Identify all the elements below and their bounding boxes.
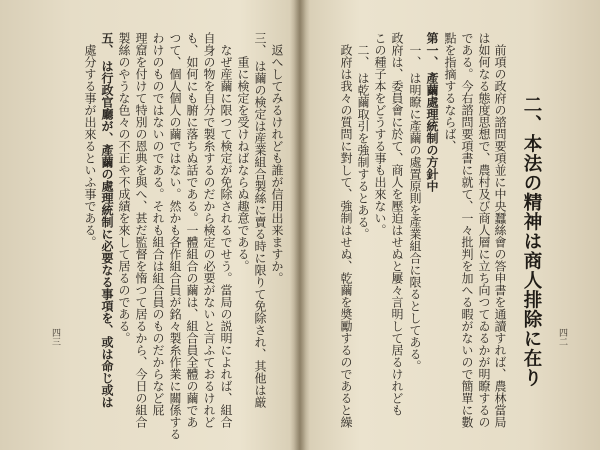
body-line: 返へしてみるけれども誰が信用出来ますか。 xyxy=(270,44,284,284)
body-line: 處分する事が出來るといふ事である。 xyxy=(83,44,97,248)
body-line: 第一、 產繭處理統制の方針中 xyxy=(425,32,439,193)
body-line: 政府は、委員會に於て、商人を壓迫はせぬと屢々言明して居るけれども xyxy=(390,32,404,416)
section-title: 二、本法の精神は商人排除に在り xyxy=(521,95,542,388)
body-line: この種子本をどうする事も出來ない。 xyxy=(373,32,387,236)
body-line: 自身の物を自分で製糸するのだから検定の必要がないと言ふておるけれど xyxy=(202,32,216,428)
body-line: 前項の政府の諮問要項並に中央蠶絲會の答申書を通讀すれば、農林當局 xyxy=(493,44,507,428)
body-line: 理窟を付けて特別の恩典を與へ、甚だ監督を惰つて居るから、今日の組合 xyxy=(134,32,148,428)
body-line: 政府は我々の質問に對して、強制はせぬ、乾繭を奬勵するのであると繰 xyxy=(339,44,353,428)
body-line: 點を指摘するならば、 xyxy=(443,32,457,152)
body-line: 重に検定を受けねばならぬ趣意である。 xyxy=(236,56,250,272)
body-line: なぜ産繭に限つて検定が免除されるでせう。當局の説明によれば、組合 xyxy=(219,44,233,428)
body-line: は如何なる態度思想で、農村及び商人層に立ち向つてゐるかが明瞭するの xyxy=(477,32,491,428)
page-number-right: 四二 xyxy=(557,328,567,346)
body-line: つて、個人個人の繭ではない。然かも各作組合員が銘々製糸作業に關係する xyxy=(168,32,182,440)
page-number-left: 四三 xyxy=(50,328,60,346)
body-line: 二、 は乾繭取引を強制するとある。 xyxy=(356,44,370,240)
body-line: わけのものではないのである。それも組合は組合員のものだからなど屁 xyxy=(151,32,165,416)
body-line: である。今右諮問要項書に就て、一々批判を加へる暇がないので簡單に數 xyxy=(460,32,474,428)
body-line: も、如何にも腑に落ちぬ話である。一體組合の繭は、組合員全體の繭であ xyxy=(185,32,199,428)
body-line: 製絲のやうな色々の不正や不成績を來して居るのである。 xyxy=(117,32,131,344)
body-line: 一、 は明瞭に產繭の處置原則を產業組合に限るとしてある。 xyxy=(408,44,422,372)
body-line: 三、 は繭の検定は産業組合製絲に賣る時に限りて免除され、其他は厳 xyxy=(253,32,267,408)
body-line: 五、 は行政官廳が、產繭の處理統制に必要なる事項を、或は命じ或は xyxy=(100,32,114,409)
